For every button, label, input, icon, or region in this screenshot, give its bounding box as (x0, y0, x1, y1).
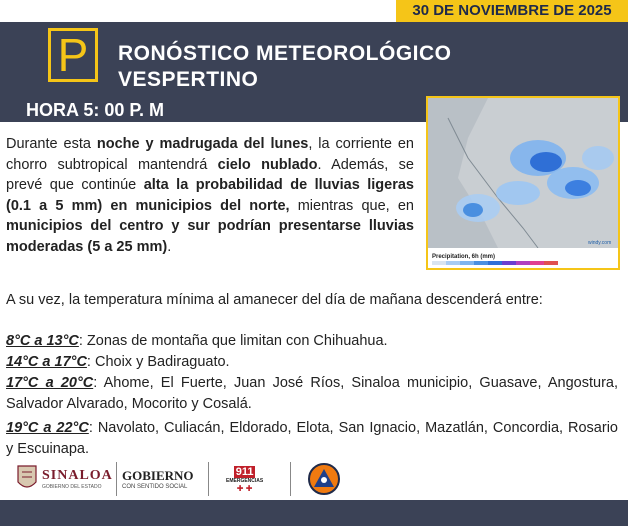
footer-bar (0, 500, 628, 526)
temperature-intro: A su vez, la temperatura mínima al amanecer del día de mañana descenderá entre: (6, 292, 543, 308)
title-initial-box: P (48, 28, 98, 82)
emergency-cross-icon: ✚ ✚ (236, 483, 253, 493)
emergency-digit: 911 (235, 465, 254, 478)
emergency-911-logo: 911 EMERGENCIAS ✚ ✚ (226, 465, 264, 493)
gobierno-logo: GOBIERNO CON SENTIDO SOCIAL (122, 468, 194, 490)
footer-divider (208, 462, 209, 496)
map-legend-title: Precipitation, 6h (mm) (432, 254, 496, 260)
range-row: 19°C a 22°C: Navolato, Culiacán, Eldorado, Elota, San Ignacio, Mazatlán, Concordia, Rosario y Escuinapa. (6, 420, 618, 457)
map-brand: windy.com (588, 240, 612, 246)
sinaloa-logo: SINALOA GOBIERNO DEL ESTADO (16, 462, 113, 496)
time-label: HORA 5: 00 P. M (26, 100, 165, 120)
forecast-paragraph: Durante esta noche y madrugada del lunes, la corriente en chorro subtropical mantendrá cielo nublado. Además, se prevé que continúe alta la probabilidad de lluvias ligeras (0.1 a 5 mm) en municipios del norte, mientras que, en municipios del centro y sur podrían presentarse lluvias moderadas (5 a 25 mm). (6, 136, 414, 255)
civil-protection-icon (306, 462, 342, 496)
title-line-2: VESPERTINO (118, 68, 259, 91)
date-badge: 30 DE NOVIEMBRE DE 2025 (396, 0, 628, 22)
civil-protection-logo (306, 462, 342, 496)
footer-divider (116, 462, 117, 496)
range-row: 14°C a 17°C: Choix y Badiraguato. (6, 354, 230, 370)
precipitation-map (426, 96, 620, 270)
sinaloa-shield-icon (16, 464, 38, 494)
title-line-1: RONÓSTICO METEOROLÓGICO (118, 42, 452, 65)
footer-divider (290, 462, 291, 496)
range-row: 8°C a 13°C: Zonas de montaña que limitan con Chihuahua. (6, 333, 388, 349)
range-row: 17°C a 20°C: Ahome, El Fuerte, Juan José Ríos, Sinaloa municipio, Guasave, Angostura, Salvador Alvarado, Mocorito y Cosalá. (6, 375, 618, 412)
